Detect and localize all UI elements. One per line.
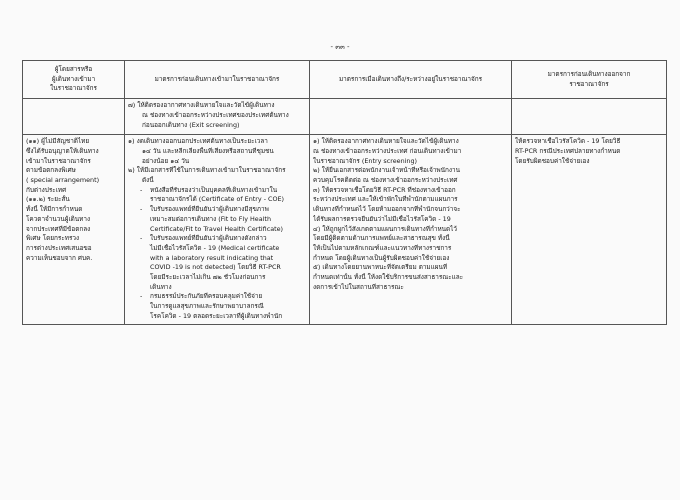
cell-line: ณ ช่องทางเข้าออกระหว่างประเทศ ก่อนเดินทางเข้ามา — [313, 146, 462, 155]
header-line: ผู้โดยสารหรือ — [54, 65, 93, 73]
cell-line: ทั้งนี้ ให้มีการกำหนด — [26, 205, 83, 214]
cell-line: ให้ตรวจหาเชื้อไวรัสโควิด - 19 โดยวิธี — [515, 137, 621, 146]
header-line: มาตรการเมื่อเดินทางถึง/ระหว่างอยู่ในราชอาณาจักร — [338, 74, 483, 83]
bullet-line: Certificate/Fit to Travel Health Certificate) — [150, 224, 284, 233]
cell-line: ควบคุมโรคติดต่อ ณ ช่องทางเข้าออกระหว่างประเทศ — [313, 176, 458, 185]
bullet-line: ราชอาณาจักรได้ (Certificate of Entry - COE) — [150, 195, 285, 204]
header-line: ในราชอาณาจักร — [50, 84, 97, 93]
cell-line: ๒) ให้มีเอกสารที่ใช้ในการเดินทางเข้ามาในราชอาณาจักร — [128, 166, 286, 175]
cell-line: เดินทางที่กำหนดไว้ โดยห้ามออกจากที่พำนักจนกว่าจะ — [313, 205, 461, 214]
table-row — [23, 135, 667, 324]
cell-line: ณ ช่องทางเข้าออกระหว่างประเทศของประเทศต้นทาง — [142, 110, 289, 119]
bullet-line: - หนังสือที่รับรองว่าเป็นบุคคลที่เดินทางเข้ามาใน — [128, 186, 306, 196]
row1-col2 — [125, 99, 310, 135]
cell-line: ๕) เดินทางโดยยานพาหนะที่จัดเตรียม ตามแผนที่ — [313, 263, 448, 272]
bullet-line: - ใบรับรองแพทย์ที่ยืนยันว่าผู้เดินทางดังกล่าว — [128, 234, 306, 244]
bullet-line: ในการดูแลสุขภาพและรักษาพยาบาลกรณี — [150, 302, 264, 311]
cell-line: RT-PCR กรณีประเทศปลายทางกำหนด — [515, 146, 621, 155]
cell-line: ๗) ให้ติดรองอากาศทางเดินหายใจและวัดไข้ผู้เดินทาง — [128, 101, 275, 110]
header-line: ผู้เดินทางเข้ามา — [51, 74, 96, 83]
bullet-line: - กรมธรรม์ประกันภัยที่ครอบคลุมค่าใช้จ่าย — [128, 292, 306, 302]
cell-line: ก่อนออกเดินทาง (Exit screening) — [142, 120, 240, 129]
cell-line: ๑) งดเดินทางออกนอกประเทศต้นทางเป็นระยะเวลา — [128, 137, 268, 146]
header-before-departure — [512, 61, 667, 99]
cell-line: อย่างน้อย ๑๔ วัน — [142, 156, 190, 165]
header-travelers — [23, 61, 125, 99]
bullet-line: โรคโควิด - 19 ตลอดระยะเวลาที่ผู้เดินทางพำนัก — [150, 311, 283, 320]
row2-col4 — [512, 135, 667, 324]
cell-line: โดยรับผิดชอบค่าใช้จ่ายเอง — [515, 156, 590, 165]
row2-col1 — [23, 135, 125, 324]
cell-line: กับต่างประเทศ — [26, 185, 67, 194]
cell-line: ๑) ให้ติดรองอากาศทางเดินหายใจและวัดไข้ผู้เดินทาง — [313, 137, 459, 146]
bullet-line: with a laboratory result indicating that — [150, 253, 274, 262]
header-on-arrival — [310, 61, 512, 99]
row1-col3 — [310, 99, 512, 135]
cell-line: (๑๑) ผู้ไม่มีสัญชาติไทย — [26, 137, 90, 146]
row2-col3 — [310, 135, 512, 324]
header-line: มาตรการก่อนเดินทางเข้ามาในราชอาณาจักร — [154, 74, 280, 83]
cell-line: งดการเข้าไปในสถานที่สาธารณะ — [313, 282, 404, 291]
page-bottom-margin — [0, 430, 680, 500]
cell-line: ความเห็นชอบจาก ศบค. — [26, 253, 93, 262]
bullet-line: โดยมีระยะเวลาไม่เกิน ๗๒ ชั่วโมงก่อนการ — [150, 273, 266, 282]
cell-line: ตามข้อตกลงพิเศษ — [26, 166, 76, 175]
cell-line: ๔) ให้ถูกผูกไว้สังเกตตามแผนการเดินทางที่กำหนดไว้ — [313, 224, 457, 233]
cell-line: โดยมีผู้ติดตามด้านการแพทย์และสาธารณสุข ทั้งนี้ — [313, 234, 450, 243]
cell-line: (๑๑.๒) ระยะสั้น — [26, 195, 70, 204]
row2-col2 — [125, 135, 310, 324]
cell-line: กำหนด โดยผู้เดินทางเป็นผู้รับผิดชอบค่าใช้จ่ายเอง — [313, 253, 450, 262]
row1-col4 — [512, 99, 667, 135]
bullet-line: เดินทาง — [150, 282, 172, 291]
cell-line: ๑๔ วัน และหลีกเลี่ยงพื้นที่เสี่ยงหรือสถานที่ชุมชน — [142, 146, 274, 155]
cell-line: จากประเทศที่มีข้อตกลง — [26, 224, 91, 233]
header-line: มาตรการก่อนเดินทางออกจาก — [547, 69, 631, 78]
table-row — [23, 99, 667, 135]
cell-line: ให้เป็นไปตามหลักเกณฑ์และแนวทางที่ทางราชการ — [313, 243, 452, 252]
cell-line: ในราชอาณาจักร (Entry screening) — [313, 156, 418, 165]
cell-line: ระหว่างประเทศ และให้เข้าพักในที่พำนักตามแผนการ — [313, 195, 458, 204]
bullet-line: เหมาะสมต่อการเดินทาง (Fit to Fly Health — [150, 214, 271, 223]
cell-line: ดังนี้ — [142, 176, 154, 185]
cell-line: โควตาจำนวนผู้เดินทาง — [26, 214, 91, 223]
page-number: - ๓๓ - — [330, 43, 350, 51]
header-line: ราชอาณาจักร — [569, 79, 609, 88]
bullet-line: - ใบรับรองแพทย์ที่ยืนยันว่าผู้เดินทางมีสุขภาพ — [128, 205, 306, 215]
bullet-line: COVID -19 is not detected) โดยวิธี RT-PCR — [150, 263, 281, 272]
cell-line: ๓) ให้ตรวจหาเชื้อโดยวิธี RT-PCR ที่ช่องทางเข้าออก — [313, 185, 456, 194]
header-before-entry — [125, 61, 310, 99]
cell-line: ๒) ให้ยื่นเอกสารต่อพนักงานเจ้าหน้าที่หรือเจ้าพนักงาน — [313, 166, 460, 175]
cell-line: เข้ามาในราชอาณาจักร — [26, 156, 91, 165]
bullet-line: ไม่มีเชื้อไวรัสโควิด - 19 (Medical certificate — [150, 243, 280, 252]
cell-line: ได้รับผลการตรวจยืนยันว่าไม่มีเชื้อไวรัสโควิด - 19 — [313, 214, 451, 223]
table-header-row — [23, 61, 667, 99]
row1-col1 — [23, 99, 125, 135]
cell-line: ( special arrangement) — [26, 176, 100, 185]
cell-line: พิเศษ โดยกระทรวง — [26, 234, 80, 243]
cell-line: ซึ่งได้รับอนุญาตให้เดินทาง — [26, 146, 99, 155]
measures-table — [22, 60, 667, 325]
cell-line: กำหนดเท่านั้น ทั้งนี้ ให้งดใช้บริการขนส่งสาธารณะและ — [313, 273, 464, 282]
cell-line: การต่างประเทศเสนอขอ — [26, 243, 92, 252]
